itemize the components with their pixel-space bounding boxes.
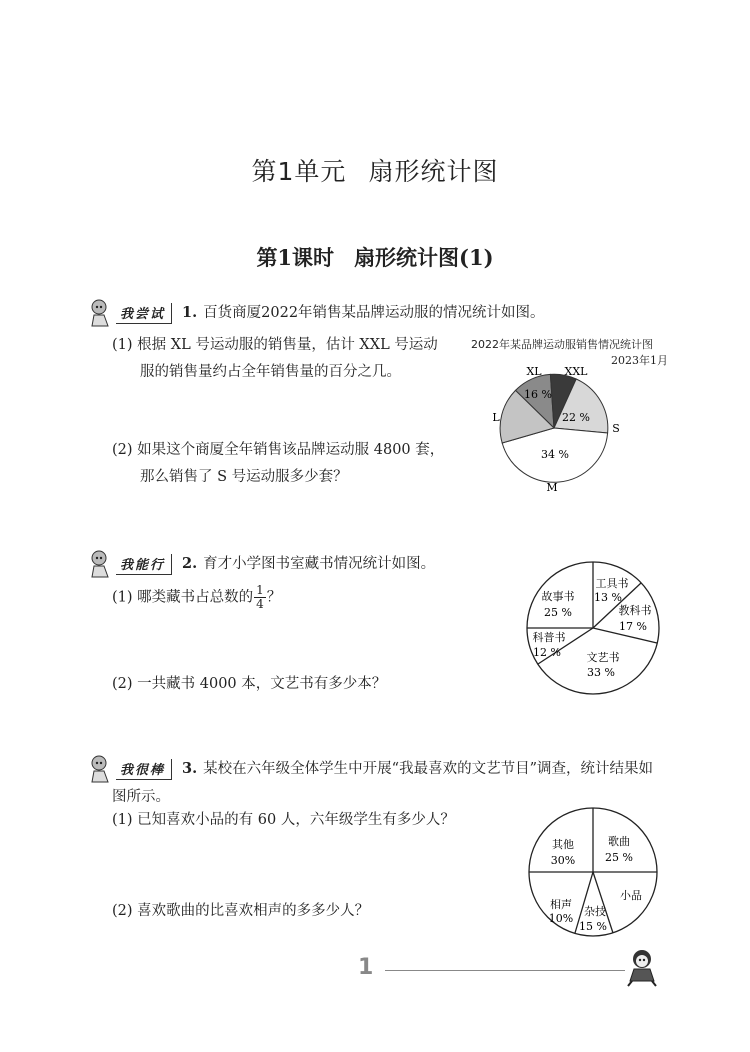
chart2-val-stories: 25 % [544,606,572,619]
chart1-date: 2023年1月 [611,354,668,367]
question-1 [88,300,708,326]
chart3-val-acrobatics: 15 % [579,920,607,933]
chart1-cat-s: S [612,422,620,435]
badge-can-label: 我能行 [116,554,172,575]
q1-sub1 [112,332,438,386]
badge-try-label: 我尝试 [116,303,172,324]
chart1-cat-xl: XL [526,365,542,378]
badge-try [88,301,172,325]
question-3 [88,756,708,782]
badge-great-label: 我很棒 [116,759,172,780]
chart3-val-other: 30% [550,854,576,867]
badge-great [88,757,172,781]
chart3-cat-skits: 小品 [620,889,642,902]
fraction-numerator: 1 [256,583,264,597]
lesson-name: 扇形统计图(1) [354,245,494,270]
q3-text-line2: 图所示。 [112,789,170,805]
q3-number: 3. [182,760,198,777]
chart2-val-tools: 13 % [594,591,622,604]
footer-rule [385,970,625,971]
chart3-cat-crosstalk: 相声 [550,898,572,911]
chart1-label-xl-value: 16 % [524,388,552,401]
mascot-icon [88,298,114,328]
unit-number: 第1单元 [251,157,347,186]
q1-sub2-line1: (2) 如果这个商厦全年销售该品牌运动服 4800 套， [112,442,445,458]
unit-name: 扇形统计图 [368,157,499,186]
q2-sub1-suffix: ？ [266,589,282,606]
chart2-val-science: 12 % [533,646,561,659]
q1-number: 1. [182,304,198,321]
chart1-cat-m: M [546,481,558,494]
chart1-cat-xxl: XXL [564,365,588,378]
chart3-pie [522,805,672,941]
footer-mascot-icon [622,945,664,987]
chart1-pie [480,360,640,495]
q3-text-line1: 某校在六年级全体学生中开展“我最喜欢的文艺节目”调查，统计结果如 [203,761,653,777]
chart2-cat-textbook: 教科书 [618,604,652,617]
page-number: 1 [358,955,374,980]
chart3-val-crosstalk: 10% [548,912,574,925]
q2-sub1 [112,584,281,612]
chart2-val-textbook: 17 % [619,620,647,633]
chart3-cat-songs: 歌曲 [608,835,630,848]
chart2-cat-literature: 文艺书 [586,651,620,664]
fraction-denominator: 4 [256,597,264,611]
chart2-cat-stories: 故事书 [541,590,575,603]
q3-sub2: (2) 喜欢歌曲的比喜欢相声的多多少人？ [112,903,370,919]
chart1-label-s-value: 22 % [562,411,590,424]
chart3-cat-other: 其他 [552,838,574,851]
q1-sub2 [112,437,444,491]
mascot-icon [88,549,114,579]
chart1-title: 2022年某品牌运动服销售情况统计图 [471,338,653,351]
chart2-val-literature: 33 % [587,666,615,679]
chart2-pie [522,560,672,696]
q1-sub1-line2: 服的销售量约占全年销售量的百分之几。 [140,364,401,380]
chart3-cat-acrobatics: 杂技 [584,905,606,918]
chart2-cat-science: 科普书 [532,631,566,644]
q1-text: 百货商厦2022年销售某品牌运动服的情况统计如图。 [203,305,545,321]
q1-sub1-line1: (1) 根据 XL 号运动服的销售量，估计 XXL 号运动 [112,337,438,353]
q2-text: 育才小学图书室藏书情况统计如图。 [203,556,436,572]
chart3-val-songs: 25 % [605,851,633,864]
q2-sub2: (2) 一共藏书 4000 本，文艺书有多少本？ [112,676,387,692]
lesson-title [0,242,750,272]
q3-sub1: (1) 已知喜欢小品的有 60 人，六年级学生有多少人？ [112,812,455,828]
lesson-number: 第1课时 [256,245,335,270]
chart2-cat-tools: 工具书 [595,577,629,590]
unit-title [0,152,750,188]
q2-sub1-prefix: (1) 哪类藏书占总数的 [112,589,254,606]
mascot-icon [88,754,114,784]
chart1-label-m-value: 34 % [541,448,569,461]
q1-sub2-line2: 那么销售了 S 号运动服多少套？ [140,469,348,485]
chart1-cat-l: L [492,411,500,424]
badge-can [88,552,172,576]
q2-number: 2. [182,555,198,572]
q2-sub1-fraction [254,584,266,611]
